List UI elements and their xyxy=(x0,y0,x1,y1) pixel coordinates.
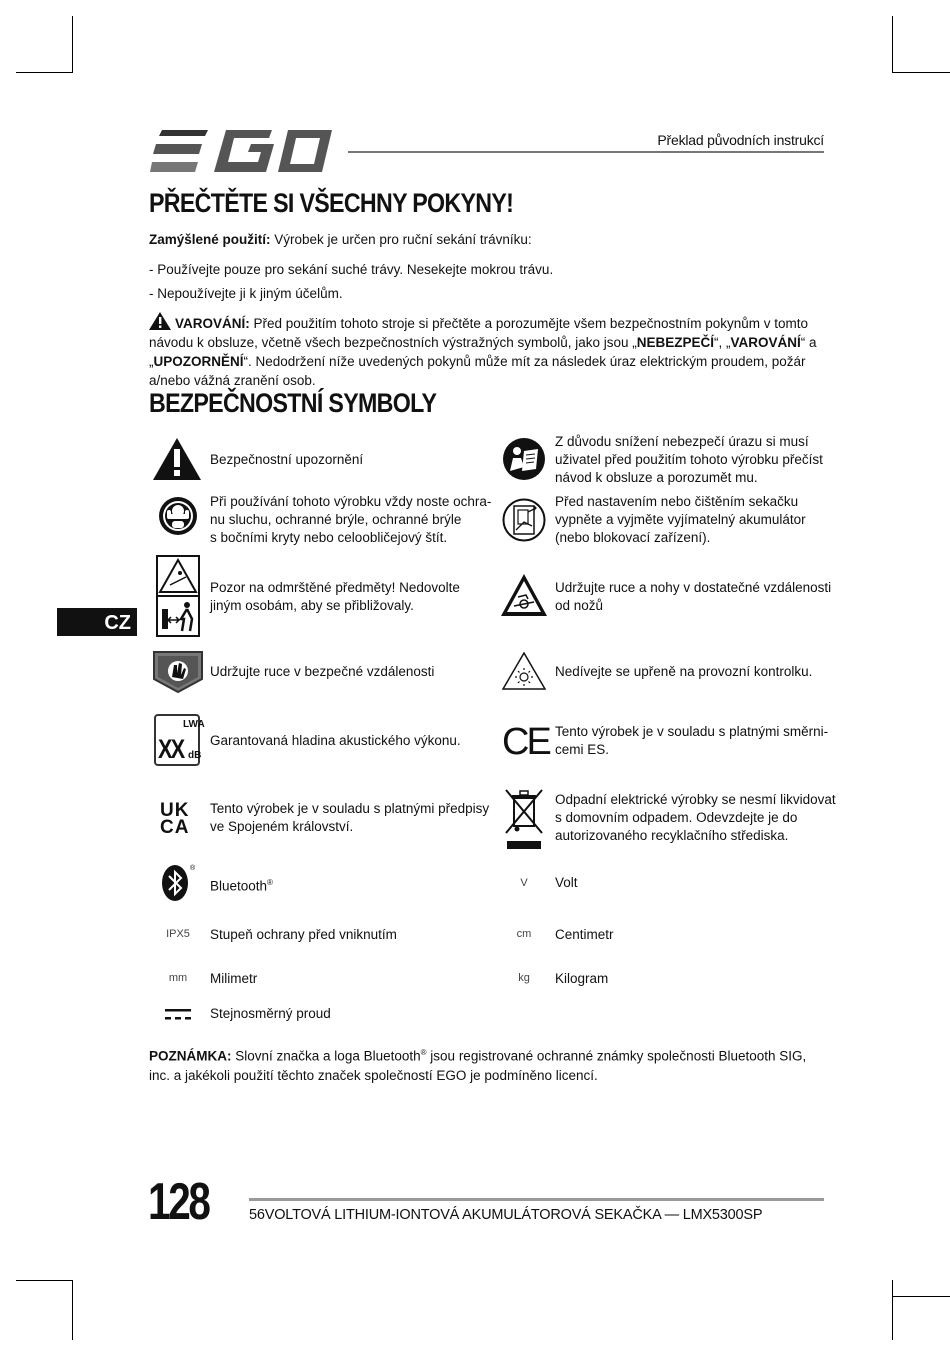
volt-label: V xyxy=(520,877,528,889)
registered-mark: ® xyxy=(267,878,273,887)
note-text: jsou registrované ochranné známky společnosti Bluetooth SIG, inc. a jakékoli použití těchto značek společností EGO je podmíněno licencí. xyxy=(149,1048,807,1083)
symbol-text: Udržujte ruce a nohy v dostatečné vzdálenosti od nožů xyxy=(555,580,832,613)
bluetooth-icon xyxy=(160,863,198,903)
light-warning-icon xyxy=(502,652,546,690)
keyword-caution: UPOZORNĚNÍ xyxy=(153,354,244,369)
symbol-text xyxy=(210,874,273,896)
keyword-danger: NEBEZPEČÍ xyxy=(636,335,715,350)
symbol-text: Kilogram xyxy=(555,971,609,986)
header-rule xyxy=(348,151,824,153)
symbol-text: Garantovaná hladina akustického výkonu. xyxy=(210,733,461,748)
symbol-text: Udržujte ruce v bezpečné vzdálenosti xyxy=(210,664,435,679)
crop-mark xyxy=(892,1296,950,1297)
symbol-text: Stupeň ochrany před vniknutím xyxy=(210,927,397,942)
blade-warning-icon xyxy=(500,573,548,617)
svg-text:®: ® xyxy=(190,865,196,872)
crop-mark xyxy=(16,72,73,73)
symbol-text: Odpadní elektrické výrobky se nesmí likvidovat s domovním odpadem. Odevzdejte je do autorizovaného recyklačního střediska. xyxy=(555,792,836,843)
symbol-text: Centimetr xyxy=(555,927,614,942)
dc-icon xyxy=(165,1008,191,1022)
ukca-icon: UK CA xyxy=(160,800,190,838)
note-paragraph xyxy=(149,1043,829,1085)
warning-text: “. Nedodržení níže uvedených pokynů může mít za následek úraz elektrickým proudem, požár a/nebo vážná zranění osob. xyxy=(149,354,806,388)
crop-mark xyxy=(16,1280,73,1281)
warning-text: Před použitím tohoto stroje si přečtěte a porozumějte všem bezpečnostním pokynům v tomto návodu k obsluze, včetně všech bezpečnostních výstražných symbolů, jako jsou „ xyxy=(149,316,809,350)
symbol-text: Stejnosměrný proud xyxy=(210,1006,331,1021)
intended-use-label: Zamýšlené použití: xyxy=(149,232,271,247)
ce-icon: CE xyxy=(502,721,549,763)
registered-mark: ® xyxy=(420,1048,427,1057)
remove-battery-icon xyxy=(502,498,546,542)
bullet-item: - Používejte pouze pro sekání suché trávy. Nesekejte mokrou trávu. xyxy=(149,262,554,277)
crop-mark xyxy=(892,72,950,73)
symbol-text: Volt xyxy=(555,875,578,890)
bluetooth-text: Bluetooth xyxy=(210,878,268,894)
page-number: 128 xyxy=(148,1173,209,1231)
symbol-text: Bezpečnostní upozornění xyxy=(210,452,364,467)
translation-note: Překlad původních instrukcí xyxy=(657,132,824,148)
crop-mark xyxy=(72,1280,73,1340)
symbol-text: Pozor na odmrštěné předměty! Nedovolte jiným osobám, aby se přibližovaly. xyxy=(210,580,460,613)
warning-label: VAROVÁNÍ: xyxy=(175,316,250,331)
note-label: POZNÁMKA: xyxy=(149,1048,232,1064)
thrown-objects-icon xyxy=(156,555,200,637)
symbol-text: Před nastavením nebo čištěním sekačku vypněte a vyjměte vyjímatelný akumulátor (nebo blokovací zařízení). xyxy=(555,494,806,545)
language-tab: CZ xyxy=(57,608,137,636)
symbol-text: Tento výrobek je v souladu s platnými směrni- cemi ES. xyxy=(555,724,829,757)
ipx5-label: IPX5 xyxy=(166,928,190,940)
bullet-item: - Nepoužívejte ji k jiným účelům. xyxy=(149,286,343,301)
kg-label: kg xyxy=(518,972,530,984)
hand-safety-icon xyxy=(153,651,203,693)
footer-rule xyxy=(249,1198,824,1201)
note-text: Slovní značka a loga Bluetooth xyxy=(231,1048,421,1064)
crop-mark xyxy=(892,1280,893,1340)
mm-label: mm xyxy=(168,972,188,984)
warning-text: “ a „ xyxy=(149,335,817,369)
keyword-warning: VAROVÁNÍ xyxy=(730,335,801,350)
sound-power-icon-top: LWA xyxy=(183,719,205,730)
crop-mark xyxy=(72,16,73,73)
footer-product: 56VOLTOVÁ LITHIUM-IONTOVÁ AKUMULÁTOROVÁ SEKAČKA — LMX5300SP xyxy=(249,1207,763,1223)
crop-mark xyxy=(892,16,893,73)
sound-power-icon-label: XX xyxy=(158,734,184,764)
safety-alert-icon xyxy=(152,437,202,481)
cm-label: cm xyxy=(516,928,532,940)
symbol-text: Milimetr xyxy=(210,971,258,986)
weee-icon xyxy=(503,787,545,851)
intended-use xyxy=(149,232,532,247)
sound-power-icon-sub: dB xyxy=(188,750,202,761)
ego-logo xyxy=(150,130,332,172)
intended-use-text: Výrobek je určen pro ruční sekání trávníku: xyxy=(270,232,532,247)
read-manual-icon xyxy=(502,437,546,481)
symbol-text: Z důvodu snížení nebezpečí úrazu si musí uživatel před použitím tohoto výrobku přečíst návod k obsluze a porozumět mu. xyxy=(555,434,823,485)
section-title: BEZPEČNOSTNÍ SYMBOLY xyxy=(149,388,437,418)
symbol-text: Nedívejte se upřeně na provozní kontrolku. xyxy=(555,664,813,679)
symbol-text: Při používání tohoto výrobku vždy noste ochra- nu sluchu, ochranné brýle, ochranné brýle s bočními kryty nebo celoobličejový štít. xyxy=(210,494,492,545)
warning-triangle-icon xyxy=(149,312,171,330)
symbol-text: Tento výrobek je v souladu s platnými předpisy ve Spojeném království. xyxy=(210,801,490,834)
warning-text: “, „ xyxy=(714,335,731,350)
page-title: PŘEČTĚTE SI VŠECHNY POKYNY! xyxy=(149,188,514,218)
warning-paragraph xyxy=(149,312,829,390)
sound-power-icon xyxy=(154,714,205,766)
ear-eye-protection-icon xyxy=(158,496,198,536)
